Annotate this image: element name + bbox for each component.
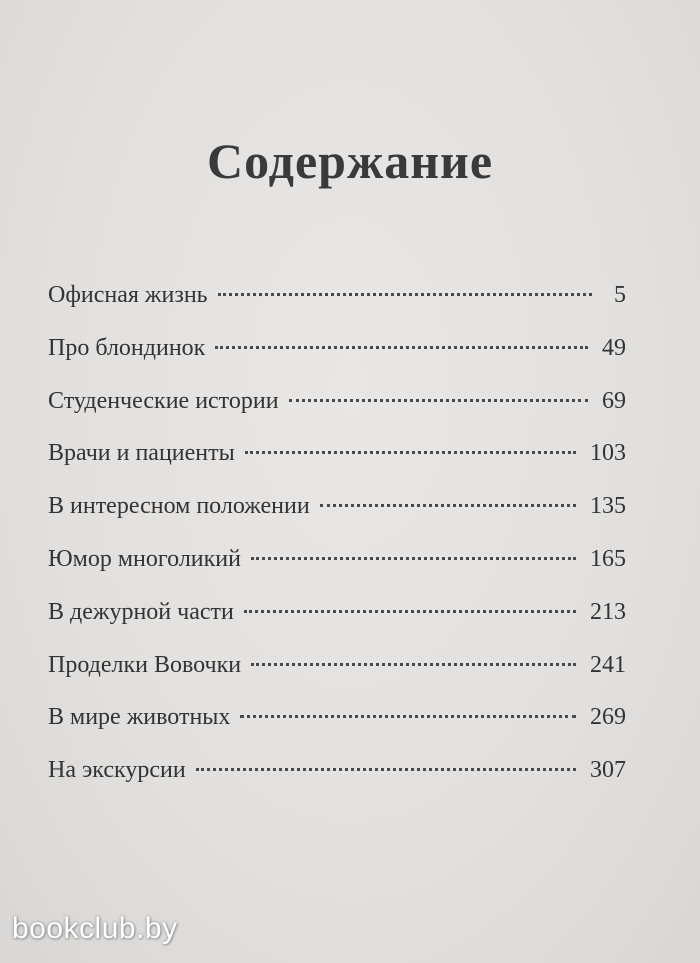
toc-entry	[48, 275, 626, 328]
toc-entry-page: 213	[590, 598, 626, 625]
toc-entry	[48, 697, 626, 750]
toc-entry-title: Проделки Вовочки	[48, 651, 242, 678]
dot-leader	[245, 451, 576, 454]
watermark: bookclub.by	[12, 912, 178, 945]
table-of-contents	[48, 275, 626, 803]
dot-leader	[240, 715, 576, 718]
toc-entry-title: Врачи и пациенты	[48, 440, 235, 467]
page-title: Содержание	[206, 133, 494, 189]
toc-entry-page: 69	[602, 387, 626, 414]
dot-leader	[218, 293, 592, 296]
toc-entry	[48, 328, 626, 381]
toc-entry-page: 269	[590, 704, 626, 731]
dot-leader	[289, 399, 588, 402]
toc-entry-title: На экскурсии	[48, 757, 186, 784]
toc-entry-page: 103	[590, 440, 626, 467]
toc-entry	[48, 645, 626, 698]
toc-entry	[48, 381, 626, 434]
dot-leader	[251, 663, 576, 666]
toc-entry-page: 307	[590, 757, 626, 784]
toc-entry-title: В дежурной части	[48, 598, 234, 625]
toc-entry	[48, 539, 626, 592]
toc-entry	[48, 592, 626, 645]
toc-entry-title: Юмор многоликий	[48, 545, 241, 572]
toc-entry	[48, 433, 626, 486]
toc-entry-title: Про блондинок	[48, 334, 206, 361]
toc-entry-title: В мире животных	[48, 704, 231, 731]
dot-leader	[196, 768, 576, 771]
toc-entry-page: 5	[614, 282, 626, 308]
dot-leader	[215, 346, 588, 349]
dot-leader	[251, 557, 576, 560]
toc-entry-page: 49	[602, 334, 626, 361]
toc-entry-title: Студенческие истории	[48, 387, 279, 414]
toc-entry	[48, 486, 626, 539]
dot-leader	[244, 610, 576, 613]
toc-entry	[48, 750, 626, 803]
toc-entry-page: 135	[590, 493, 626, 520]
toc-entry-title: В интересном положении	[48, 493, 310, 520]
toc-entry-title: Офисная жизнь	[48, 282, 208, 308]
toc-entry-page: 165	[590, 545, 626, 572]
dot-leader	[320, 504, 576, 507]
toc-entry-page: 241	[590, 651, 626, 678]
